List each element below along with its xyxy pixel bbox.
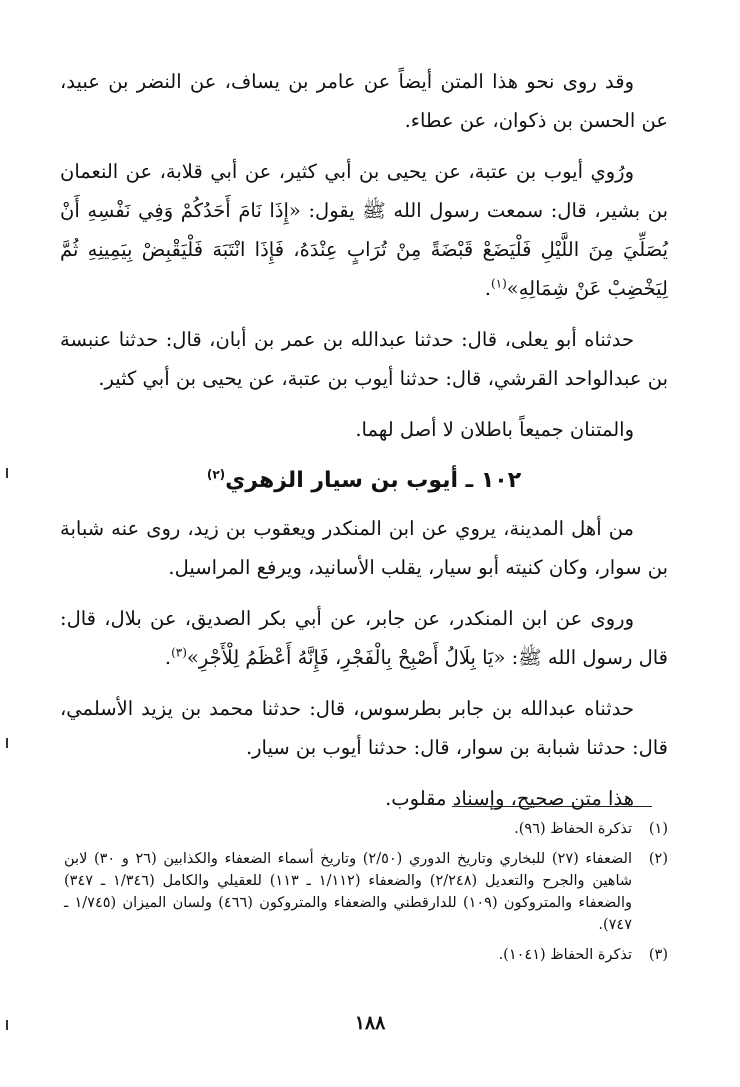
footnote-ref-1[interactable]: (١) (490, 276, 507, 291)
footnote-3 (64, 944, 668, 966)
section-paragraph-2: وروى عن ابن المنكدر، عن جابر، عن أبي بكر الصديق، عن بلال، قال: قال رسول الله ﷺ: «يَا بِلَالُ أَصْبِحْ بِالْفَجْرِ، فَإِنَّهُ أَعْظَمُ لِلْأَجْرِ»$^{(٣)}$. (60, 607, 668, 669)
edge-mark (6, 1020, 8, 1030)
paragraph-1: وقد روى نحو هذا المتن أيضاً عن عامر بن يساف، عن النضر بن عبيد، عن الحسن بن ذكوان، عن عطاء. (60, 70, 668, 132)
footnote-ref-2[interactable]: (٢) (206, 467, 226, 482)
footnotes (64, 818, 668, 974)
main-text (60, 62, 668, 830)
section-paragraph-1: من أهل المدينة، يروي عن ابن المنكدر ويعقوب بن زيد، روى عنه شبابة بن سوار، وكان كنيته أبو سيار، يقلب الأسانيد، ويرفع المراسيل. (60, 517, 668, 579)
footnote-1 (64, 818, 668, 840)
footnote-text: تذكرة الحفاظ (٩٦). (514, 821, 632, 837)
edge-mark (6, 468, 8, 478)
section-heading-text: ١٠٢ ـ أيوب بن سيار الزهري (225, 468, 522, 493)
section-heading (60, 461, 668, 501)
footnote-text: تذكرة الحفاظ (١٠٤١). (498, 947, 632, 963)
paragraph-3: حدثناه أبو يعلى، قال: حدثنا عبدالله بن عمر بن أبان، قال: حدثنا عنبسة بن عبدالواحد القرشي، قال: حدثنا أيوب بن عتبة، عن يحيى بن أبي كثير. (60, 328, 668, 390)
section-paragraph-3: حدثناه عبدالله بن جابر بطرسوس، قال: حدثنا محمد بن يزيد الأسلمي، قال: حدثنا شبابة بن سوار، قال: حدثنا أيوب بن سيار. (60, 697, 668, 759)
footnote-separator (452, 806, 652, 807)
section-paragraph-2-text: وروى عن ابن المنكدر، عن جابر، عن أبي بكر الصديق، عن بلال، قال: قال رسول الله ﷺ: «يَا بِلَالُ أَصْبِحْ بِالْفَجْرِ، فَإِنَّهُ أَعْظَمُ لِلْأَجْرِ» (60, 607, 668, 669)
paragraph-4: والمتنان جميعاً باطلان لا أصل لهما. (355, 418, 634, 441)
footnote-ref-3[interactable]: (٣) (171, 645, 187, 660)
page-number: ١٨٨ (354, 1012, 386, 1034)
footnote-number: (٢) (648, 851, 668, 867)
section-paragraph-4: هذا متن صحيح، وإسناد مقلوب. (385, 787, 634, 810)
footnote-number: (٣) (648, 947, 668, 963)
paragraph-2: ورُوي أيوب بن عتبة، عن يحيى بن أبي كثير، عن أبي قلابة، عن النعمان بن بشير، قال: سمعت رسول الله ﷺ يقول: «إِذَا نَامَ أَحَدُكُمْ وَفِي نَفْسِهِ أَنْ يُصَلِّيَ مِنَ اللَّيْلِ فَلْيَضَعْ قَبْضَةً مِنْ تُرَابٍ عِنْدَهُ، فَإِذَا انْتَبَهَ فَلْيَقْبِضْ بِيَمِينِهِ ثُمَّ لِيَخْضِبْ عَنْ شِمَالِهِ»$^{(١)}$. (60, 160, 668, 300)
footnote-text: الضعفاء (٢٧) للبخاري وتاريخ الدوري (٢/٥٠) وتاريخ أسماء الضعفاء والكذابين (٢٦ و ٣٠) لابن شاهين والجرح والتعديل (٢/٢٤٨) والضعفاء (١/١١٢ ـ ١١٣) للعقيلي والكامل (١/٣٤٦ ـ ٣٤٧) والضعفاء والمتروكون (١٠٩) للدارقطني والضعفاء والمتروكون (٤٦٦) ولسان الميزان (١/٧٤٥ ـ ٧٤٧). (64, 851, 633, 933)
footnote-2 (64, 848, 668, 936)
paragraph-2-text: ورُوي أيوب بن عتبة، عن يحيى بن أبي كثير، عن أبي قلابة، عن النعمان بن بشير، قال: سمعت رسول الله ﷺ يقول: «إِذَا نَامَ أَحَدُكُمْ وَفِي نَفْسِهِ أَنْ يُصَلِّيَ مِنَ اللَّيْلِ فَلْيَضَعْ قَبْضَةً مِنْ تُرَابٍ عِنْدَهُ، فَإِذَا انْتَبَهَ فَلْيَقْبِضْ بِيَمِينِهِ ثُمَّ لِيَخْضِبْ عَنْ شِمَالِهِ» (60, 160, 668, 300)
edge-mark (6, 738, 8, 748)
footnote-number: (١) (648, 821, 668, 837)
